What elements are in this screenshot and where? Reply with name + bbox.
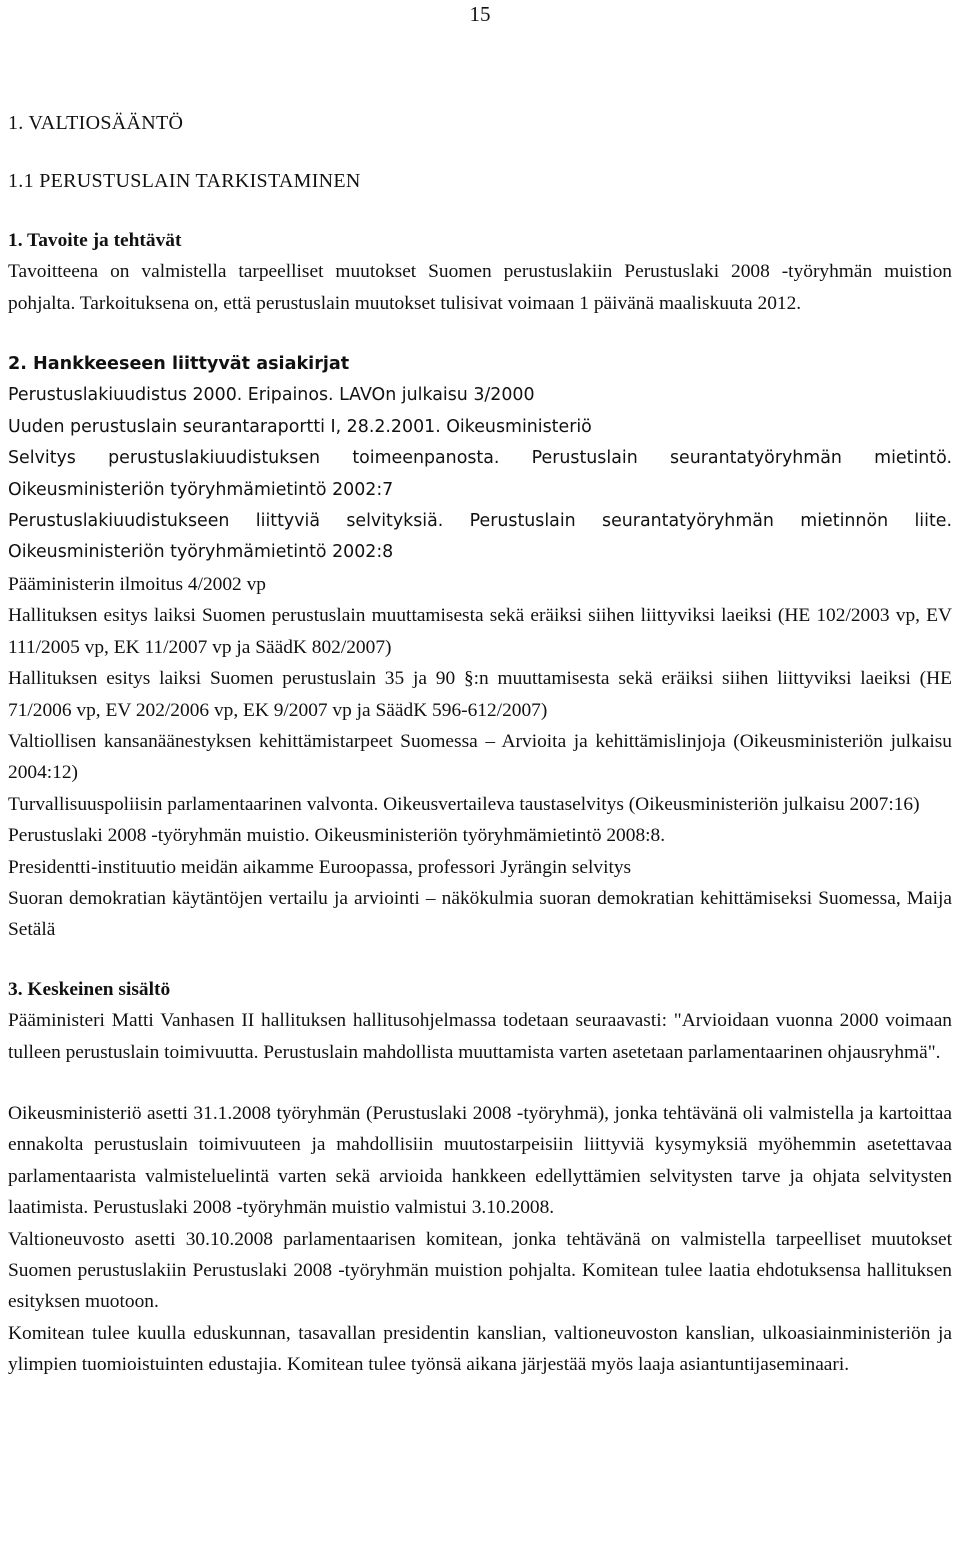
document-item: Perustuslakiuudistus 2000. Eripainos. LAVOn julkaisu 3/2000 — [8, 385, 535, 406]
document-item: Presidentti-instituutio meidän aikamme Euroopassa, professori Jyrängin selvitys — [8, 856, 632, 878]
document-item — [8, 506, 952, 569]
document-item: Suoran demokratian käytäntöjen vertailu ja arviointi – näkökulmia suoran demokratian kehittämiseksi Suomessa, Maija Setälä — [8, 887, 952, 941]
content-paragraph: Oikeusministeriö asetti 31.1.2008 työryhmän (Perustuslaki 2008 -työryhmä), jonka tehtävänä oli valmistella ja kartoittaa ennakolta perustuslain toimivuuteen ja mahdollisiin muutostarpeisiin liittyviä kysymyksiä myöhemmin asetettavaa parlamentaarista valmisteluelintä varten sekä arvioida hankkeen edellyttämien selvitysten tarve ja ohjata selvitysten laatimista. Perustuslaki 2008 -työryhmän muistio valmistui 3.10.2008. — [8, 1102, 952, 1219]
document-item: Uuden perustuslain seurantaraportti I, 28.2.2001. Oikeusministeriö — [8, 416, 592, 437]
document-item-part: Selvitys perustuslakiuudistuksen toimeenpanosta. — [8, 448, 500, 469]
goals-section — [8, 225, 952, 319]
content-section — [8, 974, 952, 1381]
documents-section — [8, 349, 952, 946]
goals-title: 1. Tavoite ja tehtävät — [8, 229, 182, 251]
document-item-part: Perustuslain seurantatyöryhmän mietintö. Oikeusministeriön työryhmämietintö 2002:7 — [8, 448, 952, 500]
document-item-part: Perustuslakiuudistukseen liittyviä selvityksiä. — [8, 511, 444, 532]
document-item: Hallituksen esitys laiksi Suomen perustuslain muuttamisesta sekä eräiksi siihen liittyviksi laeiksi (HE 102/2003 vp, EV 111/2005 vp, EK 11/2007 vp ja SäädK 802/2007) — [8, 605, 952, 658]
documents-title: 2. Hankkeeseen liittyvät asiakirjat — [8, 354, 350, 375]
content-paragraph: Pääministeri Matti Vanhasen II hallituksen hallitusohjelmassa todetaan seuraavasti: "Arvioidaan vuonna 2000 voimaan tulleen perustuslain toimivuutta. Perustuslain mahdollista muuttamista varten asetetaan parlamentaarinen ohjausryhmä". — [8, 1010, 952, 1063]
content-paragraph: Valtioneuvosto asetti 30.10.2008 parlamentaarisen komitean, jonka tehtävänä on valmistella tarpeelliset muutokset Suomen perustuslakiin Perustuslaki 2008 -työryhmän muistion pohjalta. Komitean tulee laatia ehdotuksensa hallituksen esityksen muotoon. — [8, 1228, 952, 1313]
document-item: Perustuslaki 2008 -työryhmän muistio. Oikeusministeriön työryhmämietintö 2008:8. — [8, 825, 666, 847]
chapter-heading: 1. VALTIOSÄÄNTÖ — [8, 112, 184, 134]
document-item: Turvallisuuspoliisin parlamentaarinen valvonta. Oikeusvertaileva taustaselvitys (Oikeusministeriön julkaisu 2007:16) — [8, 793, 920, 815]
document-item-part: Perustuslain seurantatyöryhmän mietinnön liite. Oikeusministeriön työryhmämietintö 2002:8 — [8, 511, 952, 563]
content-paragraph: Komitean tulee kuulla eduskunnan, tasavallan presidentin kanslian, valtioneuvoston kanslian, ulkoasiainministeriön ja ylimpien tuomioistuinten edustajia. Komitean tulee työnsä aikana järjestää myös laaja asiantuntijaseminaari. — [8, 1322, 952, 1376]
document-item: Pääministerin ilmoitus 4/2002 vp — [8, 573, 266, 595]
content-title: 3. Keskeinen sisältö — [8, 978, 171, 1000]
document-body — [8, 108, 952, 1381]
goals-text: Tavoitteena on valmistella tarpeelliset muutokset Suomen perustuslakiin Perustuslaki 2008 -työryhmän muistion pohjalta. Tarkoituksena on, että perustuslain muutokset tulisivat voimaan 1 päivänä maaliskuuta 2012. — [8, 261, 952, 314]
section-heading: 1.1 PERUSTUSLAIN TARKISTAMINEN — [8, 170, 361, 193]
document-item: Valtiollisen kansanäänestyksen kehittämistarpeet Suomessa – Arvioita ja kehittämislinjoja (Oikeusministeriön julkaisu 2004:12) — [8, 730, 952, 784]
document-item — [8, 443, 952, 506]
document-item: Hallituksen esitys laiksi Suomen perustuslain 35 ja 90 §:n muuttamisesta sekä eräiksi siihen liittyviksi laeiksi (HE 71/2006 vp, EV 202/2006 vp, EK 9/2007 vp ja SäädK 596-612/2007) — [8, 668, 952, 721]
page-number: 15 — [469, 2, 491, 26]
